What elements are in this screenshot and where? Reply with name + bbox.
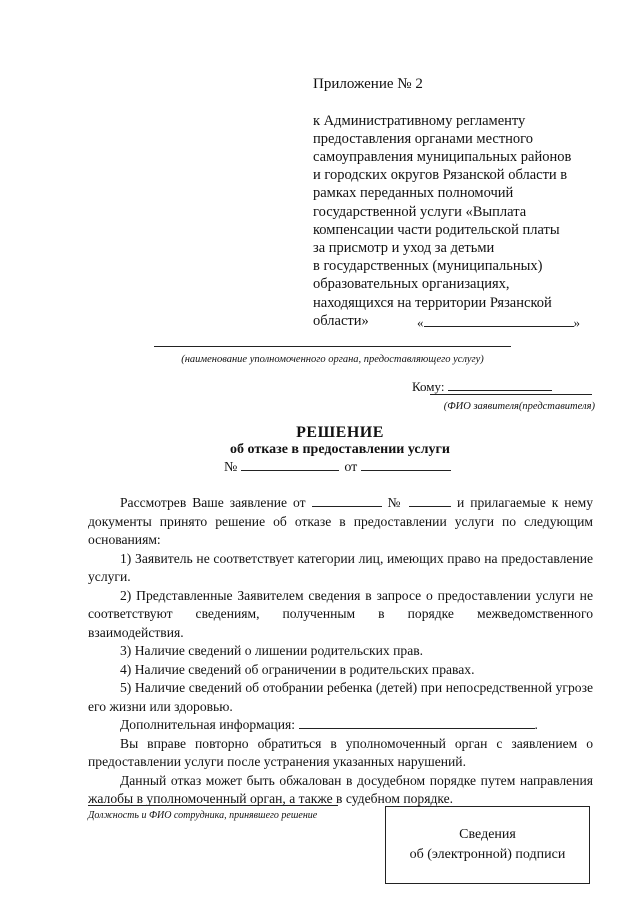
- decision-body: [88, 494, 593, 809]
- reason-4: 4) Наличие сведений об ограничении в родительских правах.: [120, 661, 475, 677]
- appendix-title: Приложение № 2: [313, 76, 423, 93]
- reason-5: 5) Наличие сведений об отобрании ребенка (детей) при непосредственной угрозе его жизни или здоровью.: [88, 680, 593, 714]
- decision-subtitle: об отказе в предоставлении услуги: [230, 442, 450, 457]
- date-blank: [424, 314, 574, 327]
- date-field: [417, 314, 580, 331]
- signer-line: [88, 805, 338, 806]
- esig-line-2: об (электронной) подписи: [409, 847, 566, 862]
- number-label: №: [224, 460, 238, 475]
- additional-end: .: [534, 717, 538, 732]
- esig-line-1: Сведения: [459, 827, 516, 842]
- intro-text-a: Рассмотрев Ваше заявление от: [120, 495, 306, 510]
- decision-number-row: [224, 458, 451, 476]
- reason-2: 2) Представленные Заявителем сведения в запросе о предоставлении услуги не соответствуют сведениям, полученным в порядке межведомственного взаимодействия.: [88, 587, 593, 640]
- signer-caption: Должность и ФИО сотрудника, принявшего решение: [88, 810, 318, 821]
- quote-close: »: [573, 315, 580, 330]
- application-number-blank: [409, 495, 451, 507]
- to-blank: [448, 378, 552, 391]
- quote-open: «: [417, 315, 424, 330]
- to-label: Кому:: [412, 379, 445, 394]
- intro-text-b: №: [387, 495, 404, 510]
- applicant-caption: (ФИО заявителя(представителя): [443, 401, 595, 412]
- org-caption: (наименование уполномоченного органа, предоставляющего услугу): [181, 354, 484, 365]
- appeal-paragraph: Данный отказ может быть обжалован в досудебном порядке путем направления жалобы в уполномоченный орган, а также в судебном порядке.: [88, 772, 593, 806]
- from-blank: [361, 458, 451, 471]
- appendix-text: к Административному регламенту предоставления органами местного самоуправления муниципальных районов и городских округов Рязанской области в рамках переданных полномочий государственной услуги «Выплата компенсации части родительской платы за присмотр и уход за детьми в государственных (муниципальных) образовательных организациях, находящихся на территории Рязанской области»: [313, 112, 572, 329]
- reason-1: 1) Заявитель не соответствует категории лиц, имеющих право на предоставление услуги.: [88, 550, 593, 584]
- applicant-line: [430, 394, 592, 395]
- number-blank: [241, 458, 339, 471]
- intro-paragraph: [88, 494, 593, 550]
- reason-3: 3) Наличие сведений о лишении родительских прав.: [120, 643, 424, 658]
- additional-label: Дополнительная информация:: [120, 717, 296, 732]
- additional-info: [88, 716, 593, 735]
- from-label: от: [344, 460, 358, 475]
- recipient-row: [412, 378, 552, 395]
- electronic-signature-box: [385, 806, 590, 884]
- additional-blank: [299, 717, 535, 729]
- reapply-paragraph: Вы вправе повторно обратиться в уполномоченный орган с заявлением о предоставлении услуги после устранения указанных нарушений.: [88, 735, 593, 769]
- decision-title: РЕШЕНИЕ: [296, 424, 384, 441]
- org-name-line: [154, 346, 511, 347]
- application-date-blank: [312, 495, 382, 507]
- appendix-block: [313, 57, 603, 330]
- intro-text-c: и прилагаемые к нему документы принято решение об отказе в предоставлении услуги по следующим основаниям:: [88, 495, 594, 547]
